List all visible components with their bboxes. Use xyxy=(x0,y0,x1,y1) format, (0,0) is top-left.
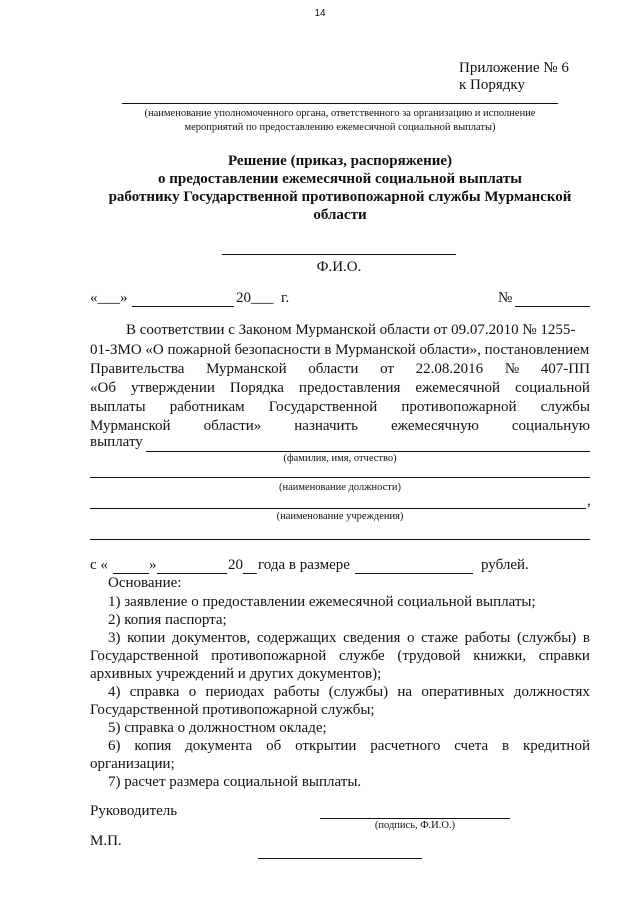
word: в xyxy=(502,738,510,754)
period-day-line xyxy=(113,573,149,574)
page-number: 14 xyxy=(314,8,326,19)
word: книжки, xyxy=(473,648,527,664)
word: работы xyxy=(273,684,320,700)
word: сведения xyxy=(343,630,401,646)
word: должностях xyxy=(513,684,590,700)
word: о xyxy=(407,630,415,646)
caption-position: (наименование должности) xyxy=(278,482,402,493)
signature-caption: (подпись, Ф.И.О.) xyxy=(374,820,456,831)
institution-line xyxy=(90,508,586,509)
basis-item-2: 2) копия паспорта; xyxy=(108,612,227,628)
document-title xyxy=(90,152,590,224)
word: Мурманской xyxy=(206,361,287,377)
word: предоставления xyxy=(298,380,401,396)
fio-line xyxy=(222,254,456,255)
position-line xyxy=(90,477,590,478)
paragraph-line-1: В соответствии с Законом Мурманской области от 09.07.2010 № 1255- xyxy=(126,322,576,338)
word: стаже xyxy=(421,630,459,646)
word: работы xyxy=(464,630,511,646)
basis-item-3-line-1 xyxy=(108,630,590,647)
word: 6) xyxy=(108,738,121,754)
word: справка xyxy=(129,684,180,700)
basis-item-4-line-2: Государственной противопожарной службы; xyxy=(90,702,375,718)
word: службы xyxy=(540,399,590,415)
title-line-3: работнику Государственной противопожарной службы Мурманской xyxy=(108,189,572,205)
word: № xyxy=(504,361,520,377)
word: выплаты xyxy=(90,399,146,415)
word: периодах xyxy=(205,684,265,700)
year-suffix: г. xyxy=(281,290,290,306)
basis-item-6-line-1 xyxy=(108,738,590,755)
number-sign: № xyxy=(498,290,513,306)
word: об xyxy=(266,738,282,754)
paragraph-line-5 xyxy=(90,399,590,416)
word: на xyxy=(397,684,413,700)
word: копии xyxy=(127,630,166,646)
word: 4) xyxy=(108,684,121,700)
basis-item-5: 5) справка о должностном окладе; xyxy=(108,720,327,736)
institution-comma: , xyxy=(587,493,591,509)
date-day-field xyxy=(90,290,128,307)
month-blank-line xyxy=(132,306,234,307)
basis-item-6-line-2: организации; xyxy=(90,756,175,772)
quote-close: » xyxy=(120,290,128,306)
word: копия xyxy=(134,738,172,754)
amount-line xyxy=(355,573,473,574)
authority-caption-1: (наименование уполномоченного органа, ответственного за организацию и исполнение xyxy=(144,108,536,119)
word: Государственной xyxy=(268,399,378,415)
word: счета xyxy=(454,738,489,754)
title-line-4: области xyxy=(313,207,367,223)
word: Мурманской xyxy=(90,418,171,434)
paragraph-line-4 xyxy=(90,380,590,397)
period-year: 20 xyxy=(228,557,243,573)
word: о xyxy=(188,684,197,700)
basis-item-3-line-2 xyxy=(90,648,590,665)
period-month-line xyxy=(157,573,227,574)
paragraph-line-2: 01-ЗМО «О пожарной безопасности в Мурманской области», постановлением xyxy=(90,342,590,358)
day-blank: ___ xyxy=(97,290,120,306)
currency: рублей. xyxy=(481,557,529,573)
date-year-field xyxy=(236,290,274,307)
authority-caption-2: мероприятий по предоставлению ежемесячной социальной выплаты) xyxy=(184,122,496,133)
word: содержащих xyxy=(256,630,337,646)
word: утверждении xyxy=(130,380,215,396)
period-text: года в размере xyxy=(258,557,350,573)
word: ежемесячную xyxy=(391,418,479,434)
word: (трудовой xyxy=(397,648,461,664)
word: (службы) xyxy=(516,630,577,646)
caption-fio: (фамилия, имя, отчество) xyxy=(283,453,397,464)
seal-label: М.П. xyxy=(90,833,122,849)
word: справки xyxy=(538,648,590,664)
footer-line xyxy=(258,858,422,859)
word: области xyxy=(308,361,359,377)
word: службе xyxy=(338,648,385,664)
title-line-1: Решение (приказ, распоряжение) xyxy=(227,153,453,169)
word: назначить xyxy=(294,418,358,434)
word: документа xyxy=(185,738,253,754)
word: области» xyxy=(203,418,262,434)
period-prefix: с « xyxy=(90,557,108,573)
appendix-number: Приложение № 6 xyxy=(459,60,569,76)
period-year-line xyxy=(243,573,257,574)
word: документов, xyxy=(171,630,251,646)
basis-item-4-line-1 xyxy=(108,684,590,701)
word: социальной xyxy=(515,380,590,396)
word: Государственной xyxy=(90,648,199,664)
number-blank-line xyxy=(515,306,590,307)
signature-head: Руководитель xyxy=(90,803,178,819)
basis-item-3-line-3: архивных учреждений и других документов); xyxy=(90,666,382,682)
word: «Об xyxy=(90,380,116,396)
title-line-2: о предоставлении ежемесячной социальной выплаты xyxy=(158,171,522,187)
word: противопожарной xyxy=(211,648,327,664)
word: социальную xyxy=(511,418,590,434)
word: Правительства xyxy=(90,361,185,377)
appendix-order: к Порядку xyxy=(459,77,525,93)
word: расчетного xyxy=(370,738,441,754)
basis-heading: Основание: xyxy=(108,575,182,591)
year-prefix: 20 xyxy=(236,290,251,306)
word: открытии xyxy=(295,738,357,754)
word: ежемесячной xyxy=(415,380,501,396)
fio-label: Ф.И.О. xyxy=(316,259,362,275)
word: (службы) xyxy=(328,684,389,700)
year-blank: ___ xyxy=(251,290,274,306)
word: 407-ПП xyxy=(540,361,590,377)
paragraph-line-6 xyxy=(90,418,590,435)
word: Порядка xyxy=(229,380,284,396)
word: оперативных xyxy=(421,684,505,700)
word: работникам xyxy=(169,399,245,415)
word: противопожарной xyxy=(401,399,517,415)
word: кредитной xyxy=(522,738,590,754)
word: 22.08.2016 xyxy=(415,361,484,377)
basis-item-1: 1) заявление о предоставлении ежемесячной социальной выплаты; xyxy=(108,594,536,610)
word: 3) xyxy=(108,630,121,646)
paragraph-line-7: выплату xyxy=(90,434,143,450)
paragraph-line-3 xyxy=(90,361,590,378)
word: от xyxy=(380,361,394,377)
basis-item-7: 7) расчет размера социальной выплаты. xyxy=(108,774,362,790)
caption-institution: (наименование учреждения) xyxy=(276,511,404,522)
word: в xyxy=(582,630,590,646)
extra-line xyxy=(90,539,590,540)
authority-name-line xyxy=(122,103,558,104)
period-close-quote: » xyxy=(149,557,157,573)
quote-open: « xyxy=(90,290,98,306)
